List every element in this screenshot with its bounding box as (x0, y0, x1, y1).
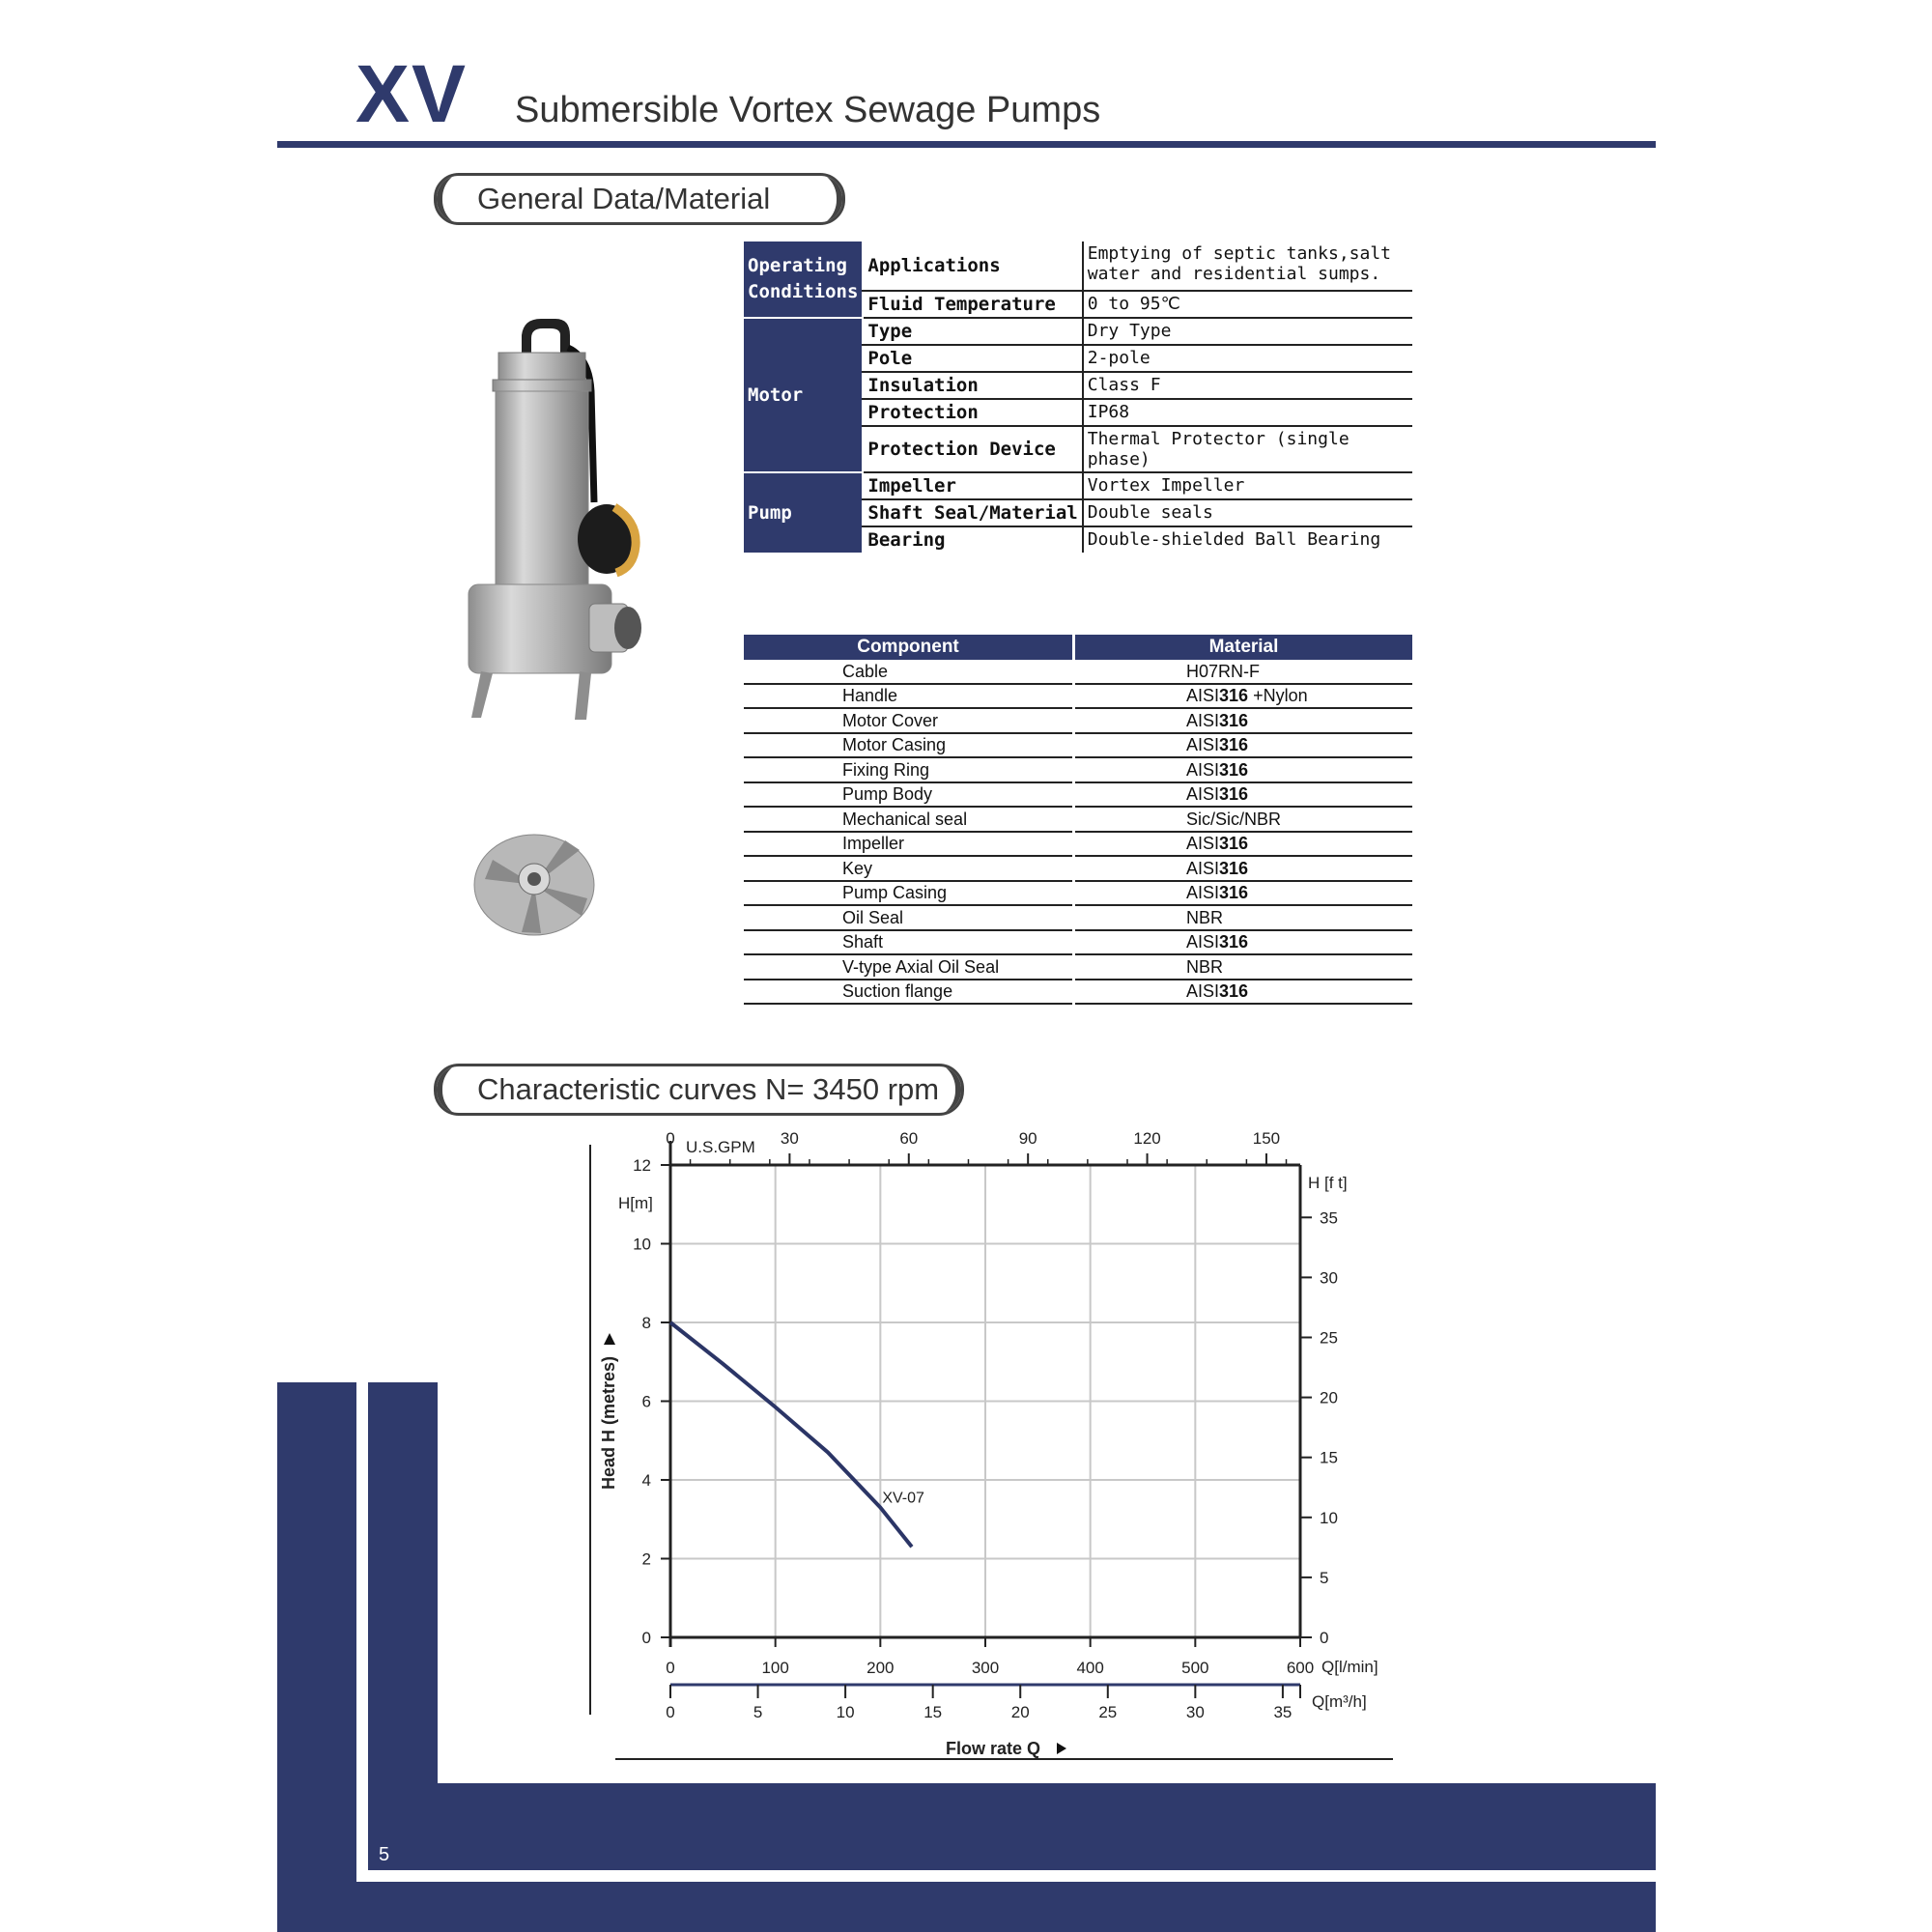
x-tick-label: 500 (1181, 1659, 1209, 1677)
material-text: AISI (1186, 883, 1220, 903)
group-operating: Operating Conditions (744, 242, 863, 318)
component-header: Component (744, 635, 1074, 660)
y-tick-label: 2 (641, 1549, 651, 1569)
protection-device-value: Thermal Protector (single phase) (1083, 426, 1412, 472)
component-cell: Pump Casing (744, 881, 1074, 906)
material-grade: 316 (1219, 834, 1249, 854)
group-pump: Pump (744, 472, 863, 553)
page-subtitle: Submersible Vortex Sewage Pumps (515, 90, 1101, 130)
y-tick-label: 8 (641, 1314, 651, 1332)
x-tick-label: 0 (666, 1659, 675, 1677)
impeller-label: Impeller (863, 472, 1082, 499)
primary-x-unit: Q[l/min] (1321, 1658, 1378, 1676)
impeller-value: Vortex Impeller (1083, 472, 1412, 499)
shaft-seal-value: Double seals (1083, 499, 1412, 526)
type-value: Dry Type (1083, 318, 1412, 345)
component-cell: Pump Body (744, 782, 1074, 808)
right-y-unit: H [f t] (1308, 1174, 1348, 1192)
material-grade: 316 (1219, 784, 1249, 805)
insulation-value: Class F (1083, 372, 1412, 399)
series-line-xv-07 (670, 1322, 912, 1547)
component-cell: Oil Seal (744, 905, 1074, 930)
material-text: Sic/Sic/NBR (1186, 809, 1282, 829)
top-x-tick-label: 60 (899, 1129, 919, 1148)
material-text: AISI (1186, 834, 1220, 854)
material-grade: 316 (1219, 981, 1249, 1002)
component-cell: Suction flange (744, 980, 1074, 1005)
x-tick-label: 400 (1076, 1659, 1104, 1677)
type-label: Type (863, 318, 1082, 345)
insulation-label: Insulation (863, 372, 1082, 399)
chart-series (670, 1322, 912, 1547)
right-y-tick-label: 25 (1320, 1328, 1338, 1348)
y-axis-title: Head H (metres) (599, 1355, 618, 1491)
secondary-x-tick-label: 35 (1273, 1703, 1293, 1721)
top-x-tick-label: 90 (1018, 1129, 1037, 1148)
pole-value: 2-pole (1083, 345, 1412, 372)
top-x-tick-label: 30 (780, 1129, 799, 1148)
material-text: AISI (1186, 710, 1220, 730)
right-y-tick-label: 10 (1320, 1508, 1338, 1527)
x-axis-title: Flow rate Q (945, 1739, 1041, 1758)
material-grade: 316 (1219, 932, 1249, 952)
material-text: AISI (1186, 784, 1220, 805)
y-axis-arrow (604, 1333, 615, 1345)
component-cell: Motor Casing (744, 733, 1074, 758)
component-cell: Impeller (744, 832, 1074, 857)
right-y-tick-label: 0 (1320, 1629, 1329, 1647)
material-grade: 316 (1219, 735, 1249, 755)
page-number: 5 (379, 1844, 390, 1865)
secondary-x-tick-label: 30 (1185, 1703, 1205, 1721)
group-motor: Motor (744, 318, 863, 472)
protection-value: IP68 (1083, 399, 1412, 426)
secondary-x-tick-label: 15 (923, 1703, 943, 1721)
material-grade: 316 (1219, 759, 1249, 780)
section-curves-label: Characteristic curves N= 3450 rpm (477, 1072, 940, 1106)
top-x-unit: U.S.GPM (686, 1138, 755, 1156)
material-extra: +Nylon (1248, 686, 1308, 706)
material-text: AISI (1186, 981, 1220, 1002)
x-tick-label: 200 (867, 1659, 895, 1677)
x-axis-arrow (1057, 1743, 1066, 1754)
y-tick-label: 10 (633, 1235, 651, 1254)
x-tick-label: 100 (761, 1659, 789, 1677)
right-y-tick-label: 30 (1320, 1268, 1338, 1288)
component-cell: Cable (744, 660, 1074, 684)
material-text: NBR (1186, 907, 1224, 927)
applications-value: Emptying of septic tanks,salt water and residential sumps. (1083, 242, 1412, 291)
component-cell: Key (744, 856, 1074, 881)
material-grade: 316 (1219, 883, 1249, 903)
y-tick-label: 12 (633, 1156, 651, 1175)
material-text: H07RN-F (1186, 661, 1261, 681)
material-text: AISI (1186, 858, 1220, 878)
secondary-x-tick-label: 10 (836, 1703, 855, 1721)
bearing-label: Bearing (863, 526, 1082, 553)
left-y-unit: H[m] (618, 1194, 653, 1212)
material-header: Material (1074, 635, 1413, 660)
secondary-x-tick-label: 0 (666, 1703, 675, 1721)
secondary-x-tick-label: 25 (1098, 1703, 1118, 1721)
right-y-tick-label: 35 (1320, 1208, 1338, 1228)
component-cell: Handle (744, 684, 1074, 709)
material-grade: 316 (1219, 858, 1249, 878)
material-grade: 316 (1219, 710, 1249, 730)
section-general-label: General Data/Material (477, 182, 771, 215)
series-label: XV-07 (882, 1490, 924, 1507)
secondary-x-tick-label: 5 (753, 1703, 763, 1721)
material-grade: 316 (1219, 686, 1249, 706)
top-x-tick-label: 120 (1133, 1129, 1161, 1148)
bearing-value: Double-shielded Ball Bearing (1087, 529, 1381, 550)
component-cell: Fixing Ring (744, 757, 1074, 782)
fluid-temp-value: 0 to 95℃ (1083, 291, 1412, 318)
pole-label: Pole (863, 345, 1082, 372)
protection-device-label: Protection Device (863, 426, 1082, 472)
top-x-tick-label: 150 (1252, 1129, 1281, 1148)
right-y-tick-label: 15 (1320, 1448, 1338, 1467)
chart-labels (599, 1129, 1378, 1758)
right-y-tick-label: 20 (1320, 1388, 1338, 1407)
top-x-tick-label: 0 (666, 1129, 675, 1148)
material-text: NBR (1186, 956, 1224, 977)
brand-title: XV (355, 48, 469, 139)
secondary-x-unit: Q[m³/h] (1312, 1692, 1367, 1711)
x-tick-label: 600 (1286, 1659, 1315, 1677)
protection-label: Protection (863, 399, 1082, 426)
y-tick-label: 6 (641, 1392, 651, 1411)
secondary-x-tick-label: 20 (1010, 1703, 1030, 1721)
applications-label: Applications (863, 242, 1082, 291)
shaft-seal-label: Shaft Seal/Material (863, 499, 1082, 526)
fluid-temp-label: Fluid Temperature (863, 291, 1082, 318)
component-cell: V-type Axial Oil Seal (744, 954, 1074, 980)
material-text: AISI (1186, 932, 1220, 952)
right-y-tick-label: 5 (1320, 1568, 1329, 1587)
material-text: AISI (1186, 759, 1220, 780)
material-text: AISI (1186, 735, 1220, 755)
y-tick-label: 0 (641, 1629, 651, 1647)
component-cell: Mechanical seal (744, 807, 1074, 832)
x-tick-label: 300 (971, 1659, 1000, 1677)
material-text: AISI (1186, 686, 1220, 706)
y-tick-label: 4 (641, 1471, 651, 1490)
component-cell: Motor Cover (744, 708, 1074, 733)
component-cell: Shaft (744, 930, 1074, 955)
chart-grid (670, 1165, 1300, 1637)
